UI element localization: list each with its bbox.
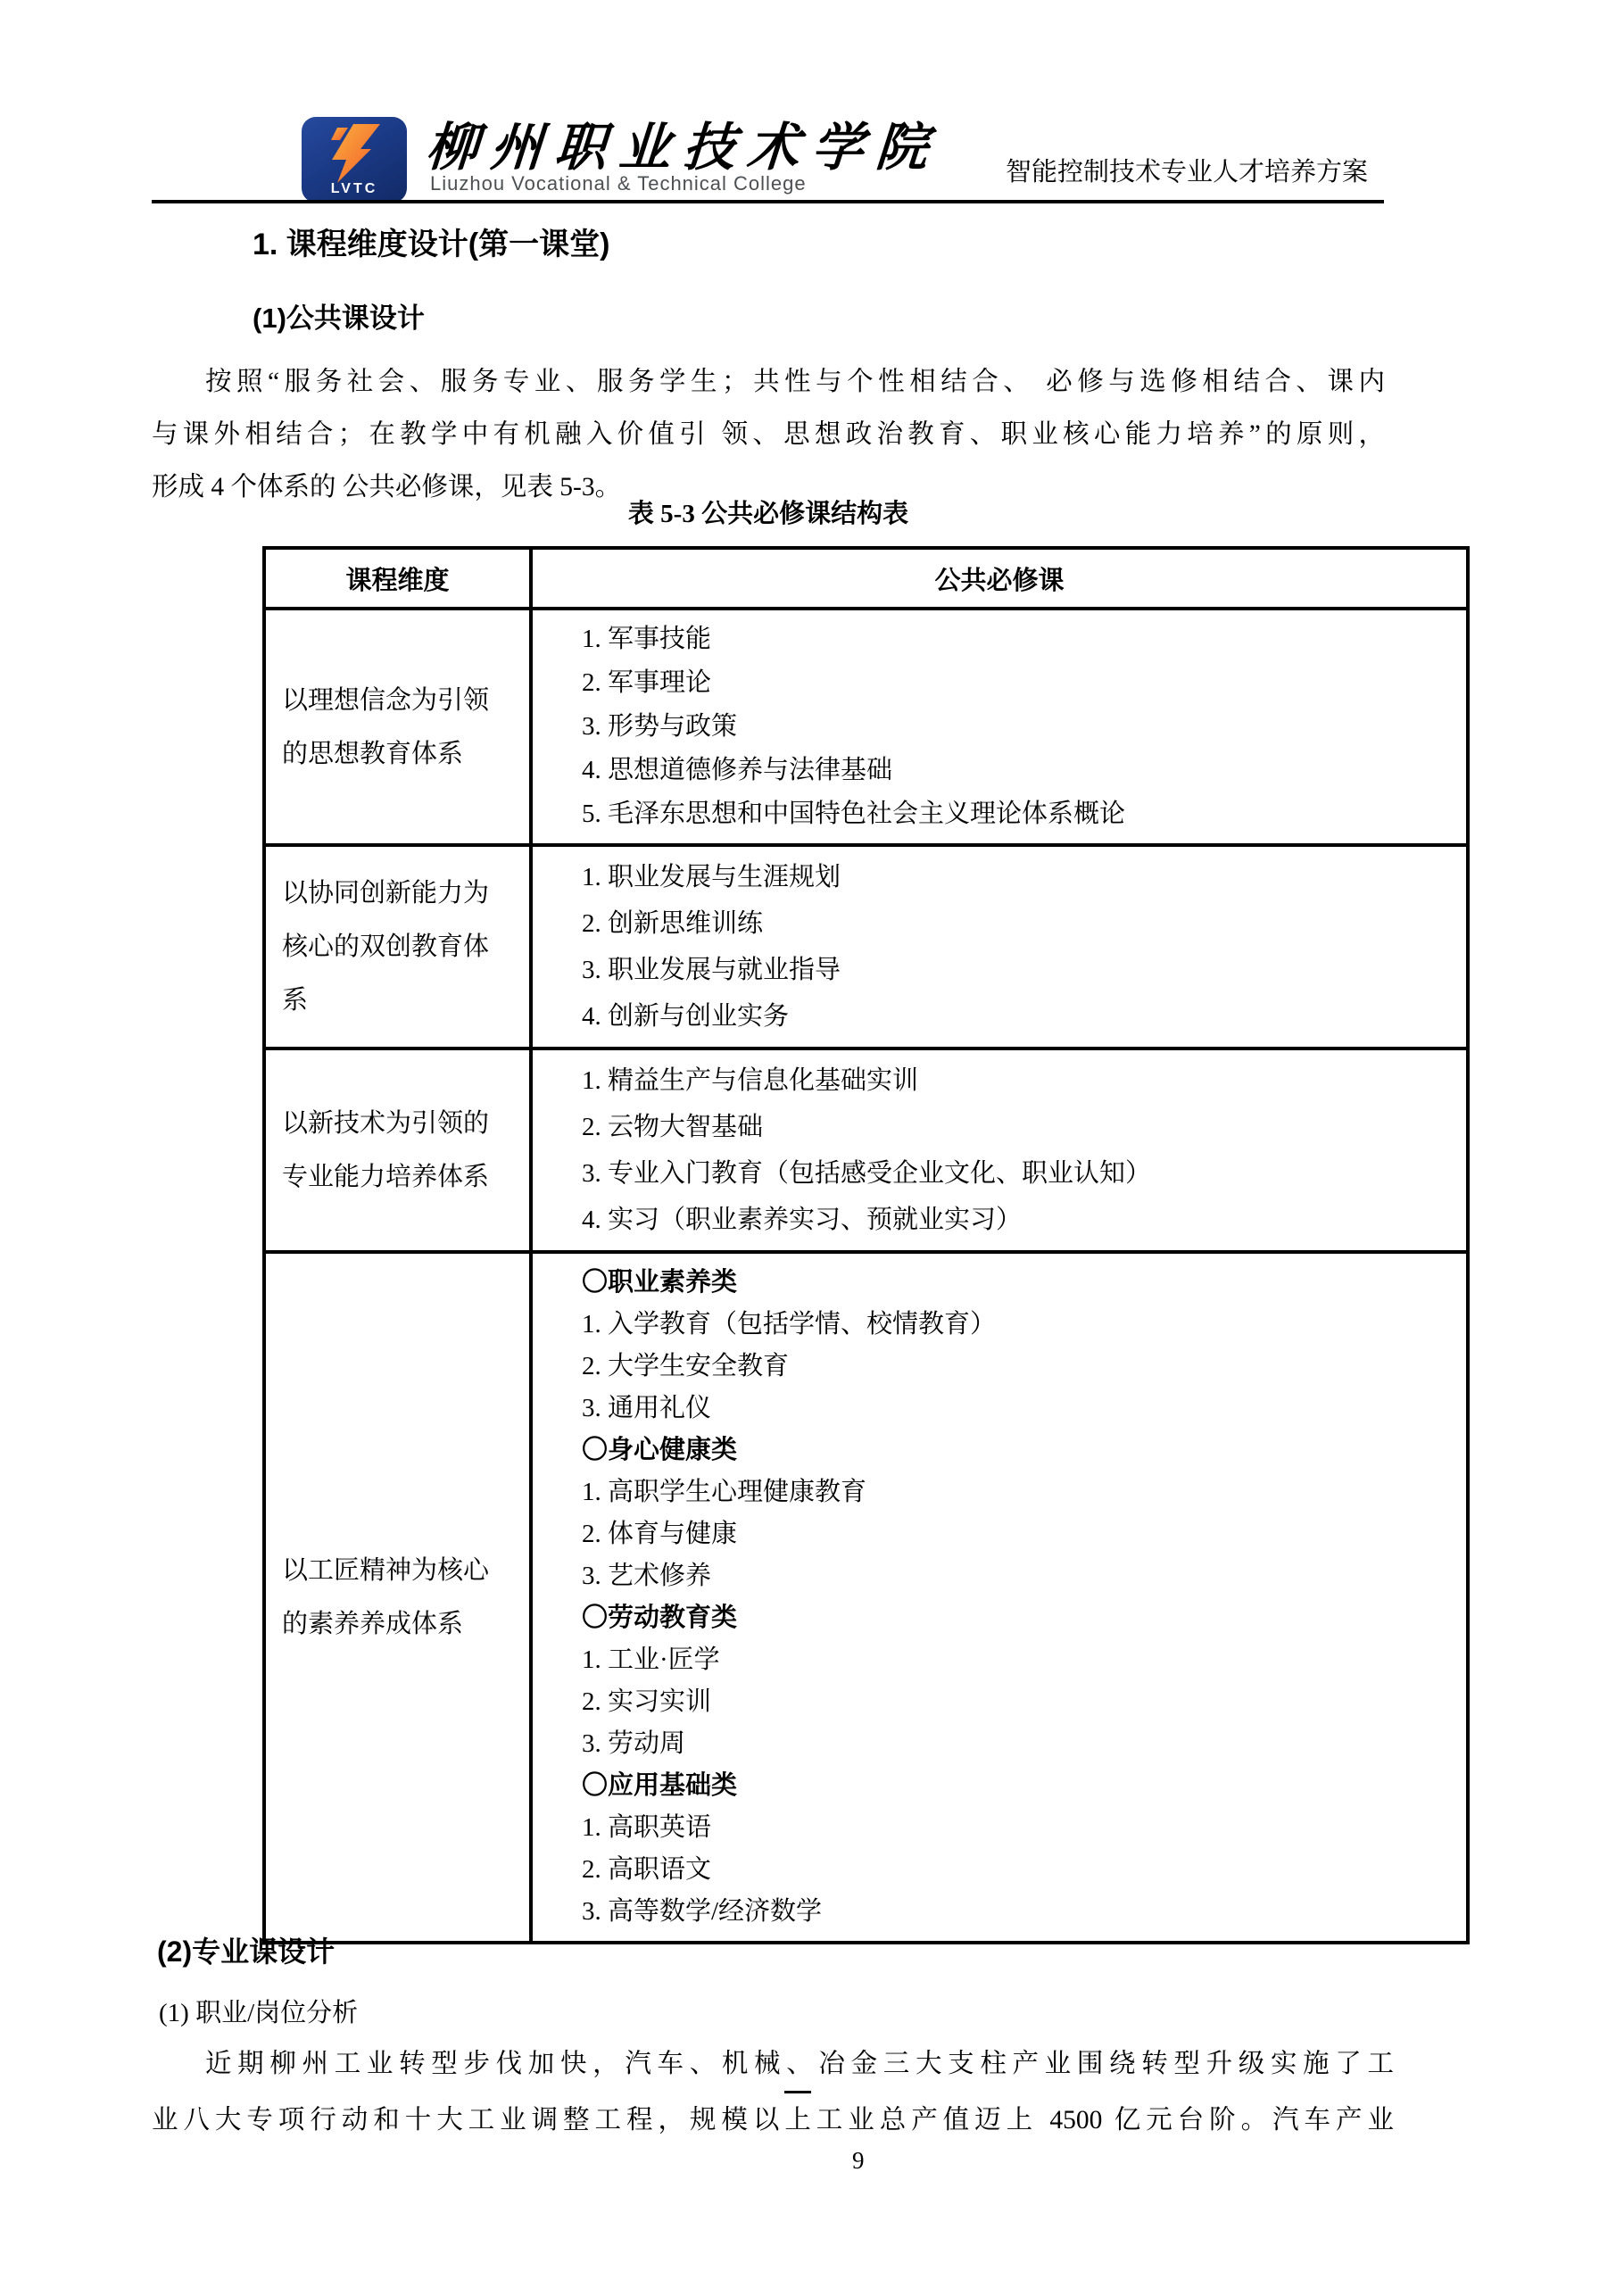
course-item: 2. 大学生安全教育 <box>582 1352 790 1380</box>
dimension-cell: 以理想信念为引领的思想教育体系 <box>264 609 531 845</box>
course-item: 3. 职业发展与就业指导 <box>582 956 841 984</box>
college-name-english: Liuzhou Vocational & Technical College <box>430 172 807 195</box>
course-item: 3. 高等数学/经济数学 <box>582 1897 823 1926</box>
paragraph-line: 按照“服务社会、服务专业、服务学生；共性与个性相结合、 必修与选修相结合、课内 <box>205 368 1385 396</box>
course-item: 2. 军事理论 <box>582 668 712 697</box>
table-row <box>264 1252 1468 1943</box>
course-item: 1. 入学教育（包括学情、校情教育） <box>582 1310 997 1339</box>
header-divider <box>152 200 1384 203</box>
paragraph-line: 形成 4 个体系的 公共必修课，见表 5-3。 <box>152 473 622 501</box>
courses-cell <box>531 845 1468 1049</box>
courses-cell <box>531 1049 1468 1252</box>
course-item: 1. 高职学生心理健康教育 <box>582 1478 867 1506</box>
course-item: 2. 体育与健康 <box>582 1520 738 1548</box>
course-item: 3. 专业入门教育（包括感受企业文化、职业认知） <box>582 1159 1152 1188</box>
dimension-cell: 以协同创新能力为核心的双创教育体系 <box>264 845 531 1049</box>
table-header-row <box>264 548 1468 609</box>
course-item: 4. 创新与创业实务 <box>582 1002 790 1031</box>
course-item: 4. 思想道德修养与法律基础 <box>582 756 893 784</box>
course-item: 1. 高职英语 <box>582 1813 712 1842</box>
industry-paragraph <box>152 2037 1394 2147</box>
college-logo <box>302 117 407 203</box>
paragraph-line: 与课外相结合；在教学中有机融入价值引 领、思想政治教育、职业核心能力培养”的原则， <box>152 420 1385 449</box>
course-item: 1. 精益生产与信息化基础实训 <box>582 1066 919 1095</box>
course-item: 2. 创新思维训练 <box>582 909 764 938</box>
college-name-chinese: 柳州职业技术学院 <box>424 119 942 177</box>
course-item: 1. 军事技能 <box>582 625 712 653</box>
course-item: 2. 云物大智基础 <box>582 1113 764 1141</box>
column-header-dimension: 课程维度 <box>264 548 531 609</box>
dimension-cell: 以新技术为引领的专业能力培养体系 <box>264 1049 531 1252</box>
course-category: 〇身心健康类 <box>582 1436 738 1464</box>
course-item: 2. 高职语文 <box>582 1855 712 1884</box>
dimension-cell: 以工匠精神为核心的素养养成体系 <box>264 1252 531 1943</box>
table-row <box>264 1049 1468 1252</box>
heading-course-dimension-design: 1. 课程维度设计(第一课堂) <box>253 228 610 261</box>
paragraph-text: 业八大专项行动和十大工业调整工程，规模以 <box>152 2106 785 2134</box>
course-item: 4. 实习（职业素养实习、预就业实习） <box>582 1206 1023 1234</box>
course-item: 1. 职业发展与生涯规划 <box>582 863 841 891</box>
heading-major-course-design: (2)专业课设计 <box>157 1935 336 1968</box>
paragraph-line: 近期柳州工业转型步伐加快，汽车、机械、冶金三大支柱产业围绕转型升级实施了工 <box>205 2050 1394 2078</box>
course-category: 〇劳动教育类 <box>582 1604 738 1632</box>
course-item: 1. 工业·匠学 <box>582 1645 720 1674</box>
table-row <box>264 609 1468 845</box>
overlined-character: 上 <box>784 2091 811 2147</box>
heading-public-course-design: (1)公共课设计 <box>253 303 425 334</box>
heading-job-position-analysis: (1) 职业/岗位分析 <box>159 1999 359 2027</box>
course-item: 3. 通用礼仪 <box>582 1394 712 1422</box>
course-category: 〇职业素养类 <box>582 1268 738 1297</box>
paragraph-text: 工业总产值迈上 4500 亿元台阶。汽车产业 <box>810 2106 1394 2134</box>
document-title: 智能控制技术专业人才培养方案 <box>1005 158 1368 186</box>
course-item: 5. 毛泽东思想和中国特色社会主义理论体系概论 <box>582 800 1126 828</box>
course-item: 2. 实习实训 <box>582 1687 712 1716</box>
courses-cell <box>531 1252 1468 1943</box>
course-item: 3. 形势与政策 <box>582 712 738 741</box>
page-number: 9 <box>852 2147 865 2174</box>
logo-abbr-text: LVTC <box>330 181 378 196</box>
public-courses-table <box>262 546 1470 1944</box>
table-caption: 表 5-3 公共必修课结构表 <box>627 500 909 528</box>
paragraph-line <box>152 2091 1394 2147</box>
course-item: 3. 艺术修养 <box>582 1562 712 1590</box>
column-header-courses: 公共必修课 <box>531 548 1468 609</box>
course-category: 〇应用基础类 <box>582 1771 738 1800</box>
course-item: 3. 劳动周 <box>582 1729 686 1758</box>
table-row <box>264 845 1468 1049</box>
courses-cell <box>531 609 1468 845</box>
intro-paragraph <box>152 356 1385 514</box>
